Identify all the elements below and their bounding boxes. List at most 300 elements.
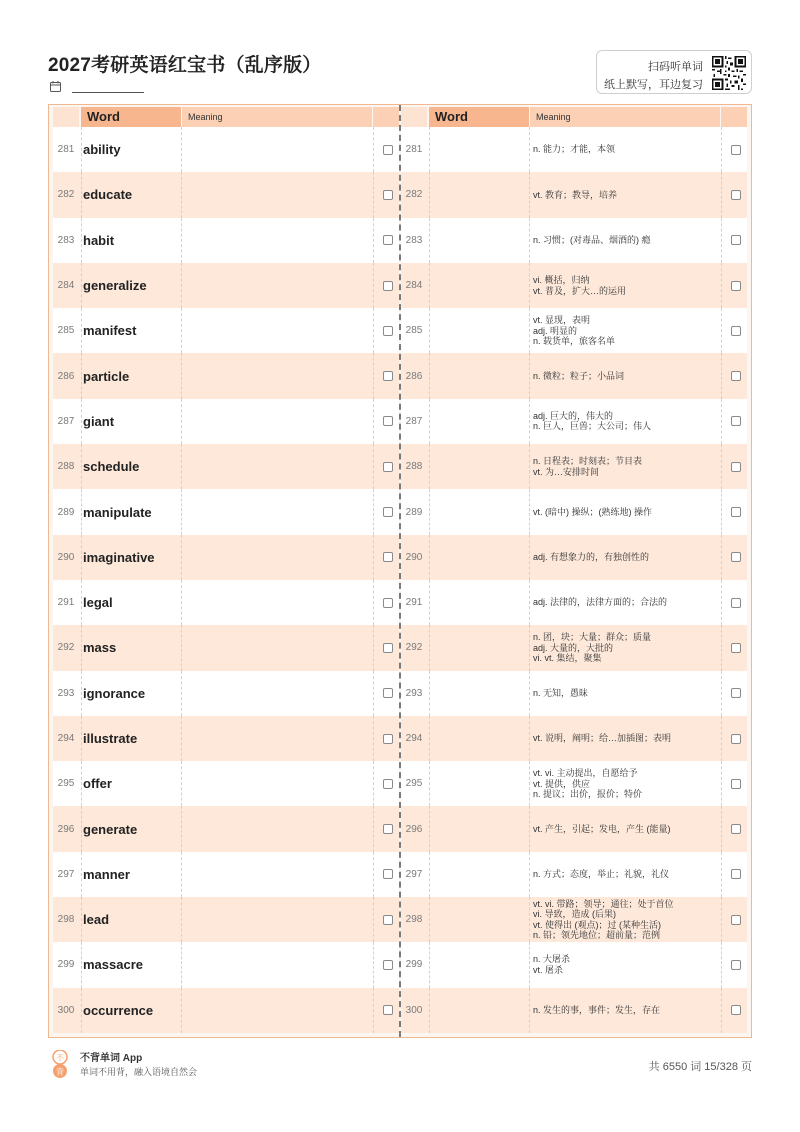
review-checkbox[interactable] [383, 779, 393, 789]
meaning-text [533, 625, 719, 670]
table-row [401, 263, 747, 308]
review-checkbox[interactable] [731, 824, 741, 834]
row-number: 283 [405, 234, 423, 246]
meaning-line: vt. (暗中) 操纵；(熟练地) 操作 [533, 506, 652, 517]
calendar-icon [50, 81, 61, 92]
left-rows [53, 127, 399, 1033]
row-number: 286 [57, 370, 75, 382]
word-text: manner [83, 866, 130, 882]
row-number: 299 [57, 959, 75, 971]
cell-divider [81, 671, 82, 716]
meaning-text [533, 535, 719, 580]
cell-divider [81, 172, 82, 217]
right-half-meaning-column [401, 107, 747, 1033]
meaning-text [533, 897, 719, 942]
cell-divider [529, 761, 530, 806]
row-number: 295 [405, 778, 423, 790]
cell-divider [529, 489, 530, 534]
cell-divider [429, 806, 430, 851]
cell-divider [429, 761, 430, 806]
review-checkbox[interactable] [731, 281, 741, 291]
meaning-line: n. 发生的事，事件；发生，存在 [533, 1005, 661, 1016]
cell-divider [429, 942, 430, 987]
row-number: 285 [405, 325, 423, 337]
review-checkbox[interactable] [731, 507, 741, 517]
word-text: schedule [83, 459, 140, 475]
header-word: Word [81, 107, 181, 127]
page-footer [48, 1048, 752, 1080]
cell-divider [529, 580, 530, 625]
table-row [53, 625, 399, 670]
table-row [53, 761, 399, 806]
cell-divider [721, 172, 722, 217]
word-text: imaginative [83, 549, 155, 565]
table-row [53, 580, 399, 625]
review-checkbox[interactable] [731, 598, 741, 608]
row-number: 291 [57, 597, 75, 609]
row-number: 288 [57, 461, 75, 473]
review-checkbox[interactable] [383, 688, 393, 698]
cell-divider [373, 580, 374, 625]
table-row [401, 218, 747, 263]
row-number: 293 [405, 687, 423, 699]
table-row [401, 625, 747, 670]
row-number: 297 [57, 868, 75, 880]
table-row [53, 308, 399, 353]
cell-divider [429, 988, 430, 1033]
page-title: 2027考研英语红宝书（乱序版） [48, 55, 322, 76]
row-number: 299 [405, 959, 423, 971]
page-info: 共 6550 词 15/328 页 [648, 1061, 752, 1073]
row-number: 292 [405, 642, 423, 654]
cell-divider [721, 263, 722, 308]
review-checkbox[interactable] [731, 371, 741, 381]
table-row [53, 218, 399, 263]
cell-divider [529, 897, 530, 942]
cell-divider [81, 127, 82, 172]
review-checkbox[interactable] [731, 190, 741, 200]
left-table-header [53, 107, 399, 127]
meaning-text [533, 263, 719, 308]
cell-divider [721, 942, 722, 987]
cell-divider [181, 263, 182, 308]
meaning-line: vt. vi. 带路；领导；通往；处于首位 [533, 898, 674, 909]
meaning-line: vi. 导致，造成 (后果) [533, 909, 616, 920]
cell-divider [181, 897, 182, 942]
cell-divider [529, 263, 530, 308]
table-row [401, 716, 747, 761]
meaning-line: n. 团，块；大量；群众；质量 [533, 632, 652, 643]
review-checkbox[interactable] [383, 462, 393, 472]
meaning-line: n. 微粒；粒子；小品词 [533, 370, 625, 381]
table-row [401, 988, 747, 1033]
cell-divider [373, 716, 374, 761]
word-text: manipulate [83, 504, 152, 520]
table-row [401, 489, 747, 534]
cell-divider [721, 535, 722, 580]
meaning-line: vt. 使得出 (观点)；过 (某种生活) [533, 919, 661, 930]
cell-divider [81, 218, 82, 263]
header-check-cell [373, 107, 399, 127]
cell-divider [373, 127, 374, 172]
row-number: 290 [405, 551, 423, 563]
cell-divider [81, 263, 82, 308]
cell-divider [429, 535, 430, 580]
cell-divider [373, 852, 374, 897]
row-number: 281 [405, 144, 423, 156]
meaning-text [533, 399, 719, 444]
review-checkbox[interactable] [383, 598, 393, 608]
table-row [401, 806, 747, 851]
cell-divider [373, 263, 374, 308]
review-checkbox[interactable] [731, 1005, 741, 1015]
cell-divider [721, 988, 722, 1033]
table-row [53, 127, 399, 172]
cell-divider [721, 852, 722, 897]
cell-divider [81, 308, 82, 353]
table-row [401, 897, 747, 942]
cell-divider [373, 489, 374, 534]
cell-divider [429, 399, 430, 444]
review-checkbox[interactable] [383, 326, 393, 336]
cell-divider [429, 263, 430, 308]
table-row [53, 172, 399, 217]
cell-divider [429, 716, 430, 761]
app-logo-icon [50, 1050, 70, 1078]
review-checkbox[interactable] [731, 915, 741, 925]
cell-divider [81, 444, 82, 489]
cell-divider [373, 625, 374, 670]
meaning-line: n. 无知，愚昧 [533, 687, 589, 698]
review-checkbox[interactable] [731, 235, 741, 245]
cell-divider [181, 942, 182, 987]
header-num-cell [53, 107, 79, 127]
cell-divider [373, 671, 374, 716]
table-row [401, 942, 747, 987]
meaning-line: adj. 明显的 [533, 325, 578, 336]
app-slogan: 单词不用背，融入语境自然会 [80, 1067, 198, 1077]
right-table-header [401, 107, 747, 127]
cell-divider [181, 852, 182, 897]
meaning-text [533, 308, 719, 353]
table-row [401, 399, 747, 444]
cell-divider [181, 716, 182, 761]
meaning-text [533, 580, 719, 625]
meaning-line: n. 能力；才能，本领 [533, 144, 616, 155]
review-checkbox[interactable] [383, 235, 393, 245]
meaning-text [533, 444, 719, 489]
review-checkbox[interactable] [383, 281, 393, 291]
row-number: 283 [57, 234, 75, 246]
row-number: 289 [57, 506, 75, 518]
row-number: 287 [405, 415, 423, 427]
cell-divider [81, 852, 82, 897]
cell-divider [373, 535, 374, 580]
cell-divider [373, 353, 374, 398]
cell-divider [429, 580, 430, 625]
word-text: massacre [83, 957, 143, 973]
cell-divider [429, 489, 430, 534]
word-text: offer [83, 776, 112, 792]
review-checkbox[interactable] [731, 960, 741, 970]
cell-divider [429, 671, 430, 716]
review-checkbox[interactable] [731, 869, 741, 879]
header-check-cell [721, 107, 747, 127]
meaning-text [533, 218, 719, 263]
cell-divider [373, 444, 374, 489]
meaning-line: vt. 普及，扩大…的运用 [533, 285, 627, 296]
table-row [53, 671, 399, 716]
meaning-text [533, 716, 719, 761]
meaning-line: vt. vi. 主动提出，自愿给予 [533, 768, 638, 779]
review-checkbox[interactable] [731, 734, 741, 744]
table-row [53, 353, 399, 398]
cell-divider [81, 535, 82, 580]
review-checkbox[interactable] [731, 688, 741, 698]
page-header [48, 50, 752, 100]
cell-divider [529, 988, 530, 1033]
row-number: 300 [405, 1004, 423, 1016]
meaning-line: n. 日程表；时刻表；节目表 [533, 456, 643, 467]
meaning-line: n. 方式；态度，举止；礼貌，礼仪 [533, 869, 670, 880]
cell-divider [721, 580, 722, 625]
meaning-line: vi. vt. 集结，聚集 [533, 653, 602, 664]
row-number: 284 [405, 280, 423, 292]
meaning-text [533, 852, 719, 897]
cell-divider [721, 489, 722, 534]
cell-divider [81, 489, 82, 534]
meaning-line: n. 提议；出价，报价；特价 [533, 789, 643, 800]
cell-divider [529, 852, 530, 897]
word-text: occurrence [83, 1002, 154, 1018]
cell-divider [181, 580, 182, 625]
cell-divider [529, 308, 530, 353]
cell-divider [181, 444, 182, 489]
meaning-line: n. 大屠杀 [533, 954, 571, 965]
cell-divider [429, 172, 430, 217]
cell-divider [529, 535, 530, 580]
word-text: lead [83, 912, 110, 928]
cell-divider [529, 942, 530, 987]
cell-divider [81, 716, 82, 761]
logo-char-bottom: 背 [56, 1067, 64, 1077]
table-row [401, 671, 747, 716]
cell-divider [529, 218, 530, 263]
word-text: generalize [83, 278, 147, 294]
table-row [53, 263, 399, 308]
qr-code-icon[interactable] [712, 56, 746, 90]
table-row [53, 897, 399, 942]
cell-divider [529, 172, 530, 217]
review-checkbox[interactable] [731, 552, 741, 562]
table-row [53, 489, 399, 534]
cell-divider [81, 942, 82, 987]
review-checkbox[interactable] [383, 734, 393, 744]
word-text: giant [83, 413, 115, 429]
row-number: 286 [405, 370, 423, 382]
cell-divider [429, 308, 430, 353]
qr-card[interactable] [596, 50, 752, 94]
row-number: 294 [57, 733, 75, 744]
meaning-line: vt. 屠杀 [533, 964, 564, 975]
table-row [401, 444, 747, 489]
row-number: 293 [57, 687, 75, 699]
word-text: educate [83, 187, 133, 203]
meaning-line: adj. 巨大的，伟大的 [533, 410, 614, 421]
word-text: illustrate [83, 731, 138, 746]
cell-divider [373, 172, 374, 217]
row-number: 296 [57, 823, 75, 835]
cell-divider [429, 852, 430, 897]
cell-divider [721, 761, 722, 806]
cell-divider [529, 625, 530, 670]
review-checkbox[interactable] [383, 1005, 393, 1015]
cell-divider [721, 671, 722, 716]
review-checkbox[interactable] [731, 416, 741, 426]
app-name: 不背单词 App [80, 1053, 143, 1064]
row-number: 289 [405, 506, 423, 518]
row-number: 292 [57, 642, 75, 654]
cell-divider [721, 353, 722, 398]
cell-divider [721, 716, 722, 761]
row-number: 284 [57, 280, 75, 292]
cell-divider [429, 444, 430, 489]
word-text: mass [83, 640, 117, 656]
header-num-cell [401, 107, 427, 127]
row-number: 295 [57, 778, 75, 790]
cell-divider [429, 127, 430, 172]
row-number: 281 [57, 144, 75, 156]
cell-divider [181, 353, 182, 398]
cell-divider [721, 806, 722, 851]
cell-divider [373, 988, 374, 1033]
table-row [401, 761, 747, 806]
cell-divider [373, 399, 374, 444]
meaning-text [533, 761, 719, 806]
cell-divider [373, 218, 374, 263]
review-checkbox[interactable] [731, 326, 741, 336]
cell-divider [181, 489, 182, 534]
review-checkbox[interactable] [383, 416, 393, 426]
cell-divider [721, 897, 722, 942]
meaning-text [533, 806, 719, 851]
row-number: 294 [405, 733, 423, 744]
word-text: particle [83, 368, 130, 384]
table-row [53, 444, 399, 489]
cell-divider [429, 897, 430, 942]
table-row [53, 399, 399, 444]
meaning-text [533, 172, 719, 217]
meaning-text [533, 988, 719, 1033]
cell-divider [181, 172, 182, 217]
review-checkbox[interactable] [383, 824, 393, 834]
cell-divider [81, 988, 82, 1033]
cell-divider [181, 127, 182, 172]
cell-divider [721, 399, 722, 444]
cell-divider [81, 625, 82, 670]
cell-divider [81, 761, 82, 806]
row-number: 282 [405, 189, 423, 201]
meaning-line: n. 铅；领先地位；超前量；范例 [533, 930, 661, 941]
cell-divider [373, 897, 374, 942]
table-row [53, 852, 399, 897]
cell-divider [81, 580, 82, 625]
cell-divider [373, 761, 374, 806]
table-row [401, 580, 747, 625]
table-row [53, 716, 399, 761]
header-meaning: Meaning [182, 107, 372, 127]
review-checkbox[interactable] [383, 869, 393, 879]
cell-divider [181, 625, 182, 670]
cell-divider [181, 988, 182, 1033]
row-number: 300 [57, 1004, 75, 1016]
review-checkbox[interactable] [383, 145, 393, 155]
review-checkbox[interactable] [383, 960, 393, 970]
table-row [401, 353, 747, 398]
cell-divider [429, 353, 430, 398]
review-checkbox[interactable] [731, 145, 741, 155]
qr-caption-listen: 扫码听单词 [648, 61, 703, 73]
cell-divider [373, 806, 374, 851]
review-checkbox[interactable] [383, 190, 393, 200]
meaning-line: vt. 产生，引起；发电，产生 (能量) [533, 823, 671, 834]
cell-divider [721, 218, 722, 263]
word-text: ability [83, 142, 121, 158]
right-rows [401, 127, 747, 1033]
cell-divider [721, 625, 722, 670]
meaning-text [533, 127, 719, 172]
review-checkbox[interactable] [383, 371, 393, 381]
review-checkbox[interactable] [383, 552, 393, 562]
meaning-line: vi. 概括，归纳 [533, 275, 590, 286]
word-text: generate [83, 821, 138, 837]
meaning-line: vt. 提供，供应 [533, 778, 591, 789]
review-checkbox[interactable] [731, 779, 741, 789]
review-checkbox[interactable] [383, 643, 393, 653]
table-row [53, 806, 399, 851]
cell-divider [81, 897, 82, 942]
table-row [401, 127, 747, 172]
meaning-text [533, 489, 719, 534]
table-row [401, 535, 747, 580]
cell-divider [529, 444, 530, 489]
table-row [401, 852, 747, 897]
cell-divider [181, 218, 182, 263]
meaning-line: adj. 有想象力的，有独创性的 [533, 552, 650, 563]
review-checkbox[interactable] [731, 462, 741, 472]
meaning-line: n. 巨人，巨兽；大公司；伟人 [533, 421, 652, 432]
review-checkbox[interactable] [731, 643, 741, 653]
review-checkbox[interactable] [383, 915, 393, 925]
cell-divider [429, 218, 430, 263]
row-number: 287 [57, 415, 75, 427]
cell-divider [529, 399, 530, 444]
meaning-line: vt. 为…安排时间 [533, 466, 600, 477]
table-row [53, 535, 399, 580]
meaning-line: vt. 说明，阐明；给…加插图；表明 [533, 733, 672, 744]
row-number: 288 [405, 461, 423, 473]
table-row [401, 172, 747, 217]
dictation-sheet [48, 104, 752, 1038]
review-checkbox[interactable] [383, 507, 393, 517]
row-number: 297 [405, 868, 423, 880]
table-row [53, 988, 399, 1033]
cell-divider [721, 127, 722, 172]
header-word: Word [429, 107, 529, 127]
cell-divider [181, 671, 182, 716]
row-number: 298 [57, 914, 75, 926]
cell-divider [81, 353, 82, 398]
